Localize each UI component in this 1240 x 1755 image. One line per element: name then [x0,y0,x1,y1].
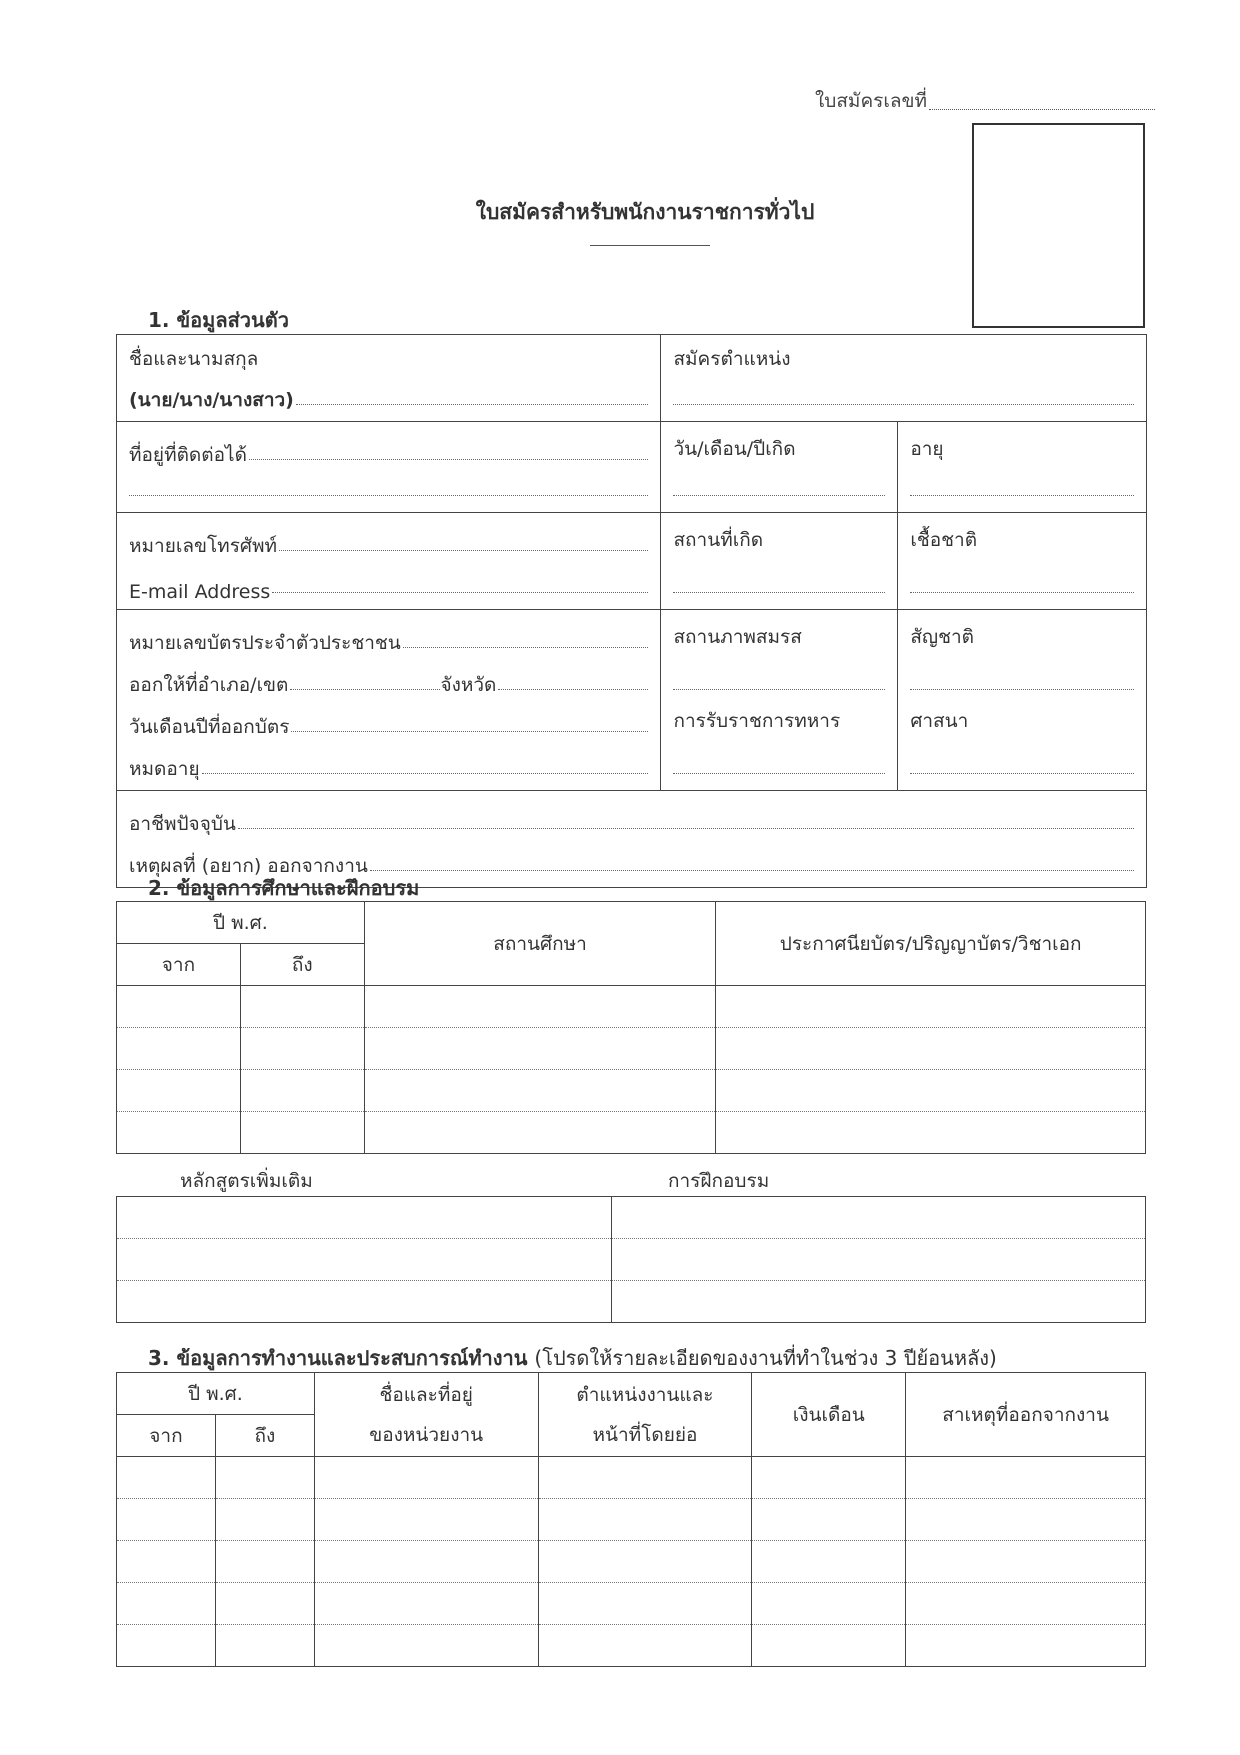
religion-label: ศาสนา [910,710,969,732]
personal-info-table [116,334,1147,888]
issued-district-label: ออกให้ที่อำเภอ/เขต [129,674,289,696]
table-cell[interactable] [906,1457,1146,1499]
expiry-field[interactable] [202,773,649,774]
address-label: ที่อยู่ที่ติดต่อได้ [129,444,247,466]
address-field-1[interactable] [249,459,649,460]
work-from-header: จาก [117,1415,216,1457]
training-label: การฝึกอบรม [668,1170,770,1192]
issued-district-field[interactable] [290,689,440,690]
table-cell[interactable] [117,1239,612,1281]
section2-heading: 2. ข้อมูลการศึกษาและฝึกอบรม [148,876,420,900]
table-cell[interactable] [117,1112,241,1154]
table-cell[interactable] [117,1583,216,1625]
table-cell[interactable] [215,1541,314,1583]
marital-status-field[interactable] [673,689,885,690]
edu-to-header: ถึง [240,944,364,986]
table-cell[interactable] [314,1499,538,1541]
table-cell[interactable] [117,1197,612,1239]
name-label: ชื่อและนามสกุล [129,348,259,370]
section3-title: 3. ข้อมูลการทำงานและประสบการณ์ทำงาน [148,1346,528,1370]
dob-label: วัน/เดือน/ปีเกิด [673,438,796,460]
table-cell[interactable] [240,1028,364,1070]
edu-from-header: จาก [117,944,241,986]
application-number-field[interactable] [929,109,1155,110]
marital-status-label: สถานภาพสมรส [673,626,802,648]
table-cell[interactable] [117,1070,241,1112]
address-field-2[interactable] [129,495,648,496]
military-label: การรับราชการทหาร [673,710,841,732]
table-cell[interactable] [240,986,364,1028]
position-label: สมัครตำแหน่ง [673,348,791,370]
leave-reason-field[interactable] [370,870,1134,871]
issue-date-field[interactable] [291,731,648,732]
nationality-field[interactable] [910,689,1134,690]
table-cell[interactable] [752,1583,906,1625]
age-field[interactable] [910,495,1134,496]
leave-reason-label: เหตุผลที่ (อยาก) ออกจากงาน [129,855,368,877]
work-employer-line2: ของหน่วยงาน [369,1423,484,1446]
table-cell[interactable] [117,1625,216,1667]
table-cell[interactable] [215,1457,314,1499]
table-cell[interactable] [314,1583,538,1625]
section3-heading [148,1342,997,1374]
table-cell[interactable] [117,1457,216,1499]
table-cell[interactable] [538,1541,752,1583]
email-field[interactable] [272,592,648,593]
table-cell[interactable] [215,1625,314,1667]
edu-institution-header: สถานศึกษา [364,902,716,986]
phone-field[interactable] [279,550,648,551]
dob-field[interactable] [673,495,885,496]
occupation-label: อาชีพปัจจุบัน [129,813,236,835]
table-cell[interactable] [215,1499,314,1541]
table-cell[interactable] [364,986,716,1028]
table-cell[interactable] [364,1112,716,1154]
table-cell[interactable] [215,1583,314,1625]
work-position-line2: หน้าที่โดยย่อ [592,1423,698,1446]
table-cell[interactable] [314,1457,538,1499]
table-cell[interactable] [314,1625,538,1667]
table-cell[interactable] [538,1499,752,1541]
id-card-label: หมายเลขบัตรประจำตัวประชาชน [129,632,401,654]
province-label: จังหวัด [440,674,497,696]
occupation-field[interactable] [238,828,1134,829]
table-cell[interactable] [906,1583,1146,1625]
name-prefix: (นาย/นาง/นางสาว) [129,389,294,411]
work-experience-table [116,1372,1146,1667]
issue-date-label: วันเดือนปีที่ออกบัตร [129,716,290,738]
work-salary-header: เงินเดือน [752,1373,906,1457]
form-title: ใบสมัครสำหรับพนักงานราชการทั่วไป [475,200,815,224]
table-cell[interactable] [906,1541,1146,1583]
age-label: อายุ [910,438,944,460]
ethnicity-field[interactable] [910,592,1134,593]
extra-courses-label: หลักสูตรเพิ่มเติม [180,1170,313,1192]
email-label: E-mail Address [129,581,271,603]
table-cell[interactable] [906,1499,1146,1541]
military-field[interactable] [673,773,885,774]
work-position-line1: ตำแหน่งงานและ [576,1383,714,1406]
table-cell[interactable] [752,1457,906,1499]
table-cell[interactable] [716,1112,1146,1154]
application-number [815,86,1155,116]
table-cell[interactable] [752,1499,906,1541]
table-cell[interactable] [611,1281,1145,1323]
position-field[interactable] [673,404,1134,405]
table-cell[interactable] [538,1583,752,1625]
section3-note: (โปรดให้รายละเอียดของงานที่ทำในช่วง 3 ปีย้อนหลัง) [534,1346,997,1370]
table-cell[interactable] [117,1541,216,1583]
education-table [116,901,1146,1154]
table-cell[interactable] [117,1281,612,1323]
table-cell[interactable] [752,1541,906,1583]
phone-label: หมายเลขโทรศัพท์ [129,535,278,557]
table-cell[interactable] [364,1028,716,1070]
table-cell[interactable] [716,1028,1146,1070]
table-cell[interactable] [716,986,1146,1028]
table-cell[interactable] [906,1625,1146,1667]
table-cell[interactable] [752,1625,906,1667]
ethnicity-label: เชื้อชาติ [910,529,978,551]
section1-heading: 1. ข้อมูลส่วนตัว [148,308,289,332]
expiry-label: หมดอายุ [129,758,200,780]
nationality-label: สัญชาติ [910,626,975,648]
work-position-header [538,1373,752,1457]
table-cell[interactable] [240,1070,364,1112]
title-underline [590,245,710,246]
work-leave-reason-header: สาเหตุที่ออกจากงาน [906,1373,1146,1457]
province-field[interactable] [498,689,648,690]
birthplace-field[interactable] [673,592,885,593]
table-cell[interactable] [716,1070,1146,1112]
table-cell[interactable] [240,1112,364,1154]
table-cell[interactable] [117,1499,216,1541]
table-cell[interactable] [314,1541,538,1583]
work-employer-line1: ชื่อและที่อยู่ [379,1383,473,1406]
religion-field[interactable] [910,773,1134,774]
work-year-header: ปี พ.ศ. [117,1373,315,1415]
table-cell[interactable] [538,1457,752,1499]
name-field[interactable] [296,404,649,405]
id-card-field[interactable] [403,647,649,648]
training-table [116,1196,1146,1323]
table-cell[interactable] [611,1197,1145,1239]
edu-year-header: ปี พ.ศ. [117,902,365,944]
edu-degree-header: ประกาศนียบัตร/ปริญญาบัตร/วิชาเอก [716,902,1146,986]
table-cell[interactable] [364,1070,716,1112]
work-to-header: ถึง [215,1415,314,1457]
work-employer-header [314,1373,538,1457]
table-cell[interactable] [611,1239,1145,1281]
table-cell[interactable] [117,1028,241,1070]
application-number-label: ใบสมัครเลขที่ [815,90,928,112]
birthplace-label: สถานที่เกิด [673,529,764,551]
table-cell[interactable] [538,1625,752,1667]
table-cell[interactable] [117,986,241,1028]
